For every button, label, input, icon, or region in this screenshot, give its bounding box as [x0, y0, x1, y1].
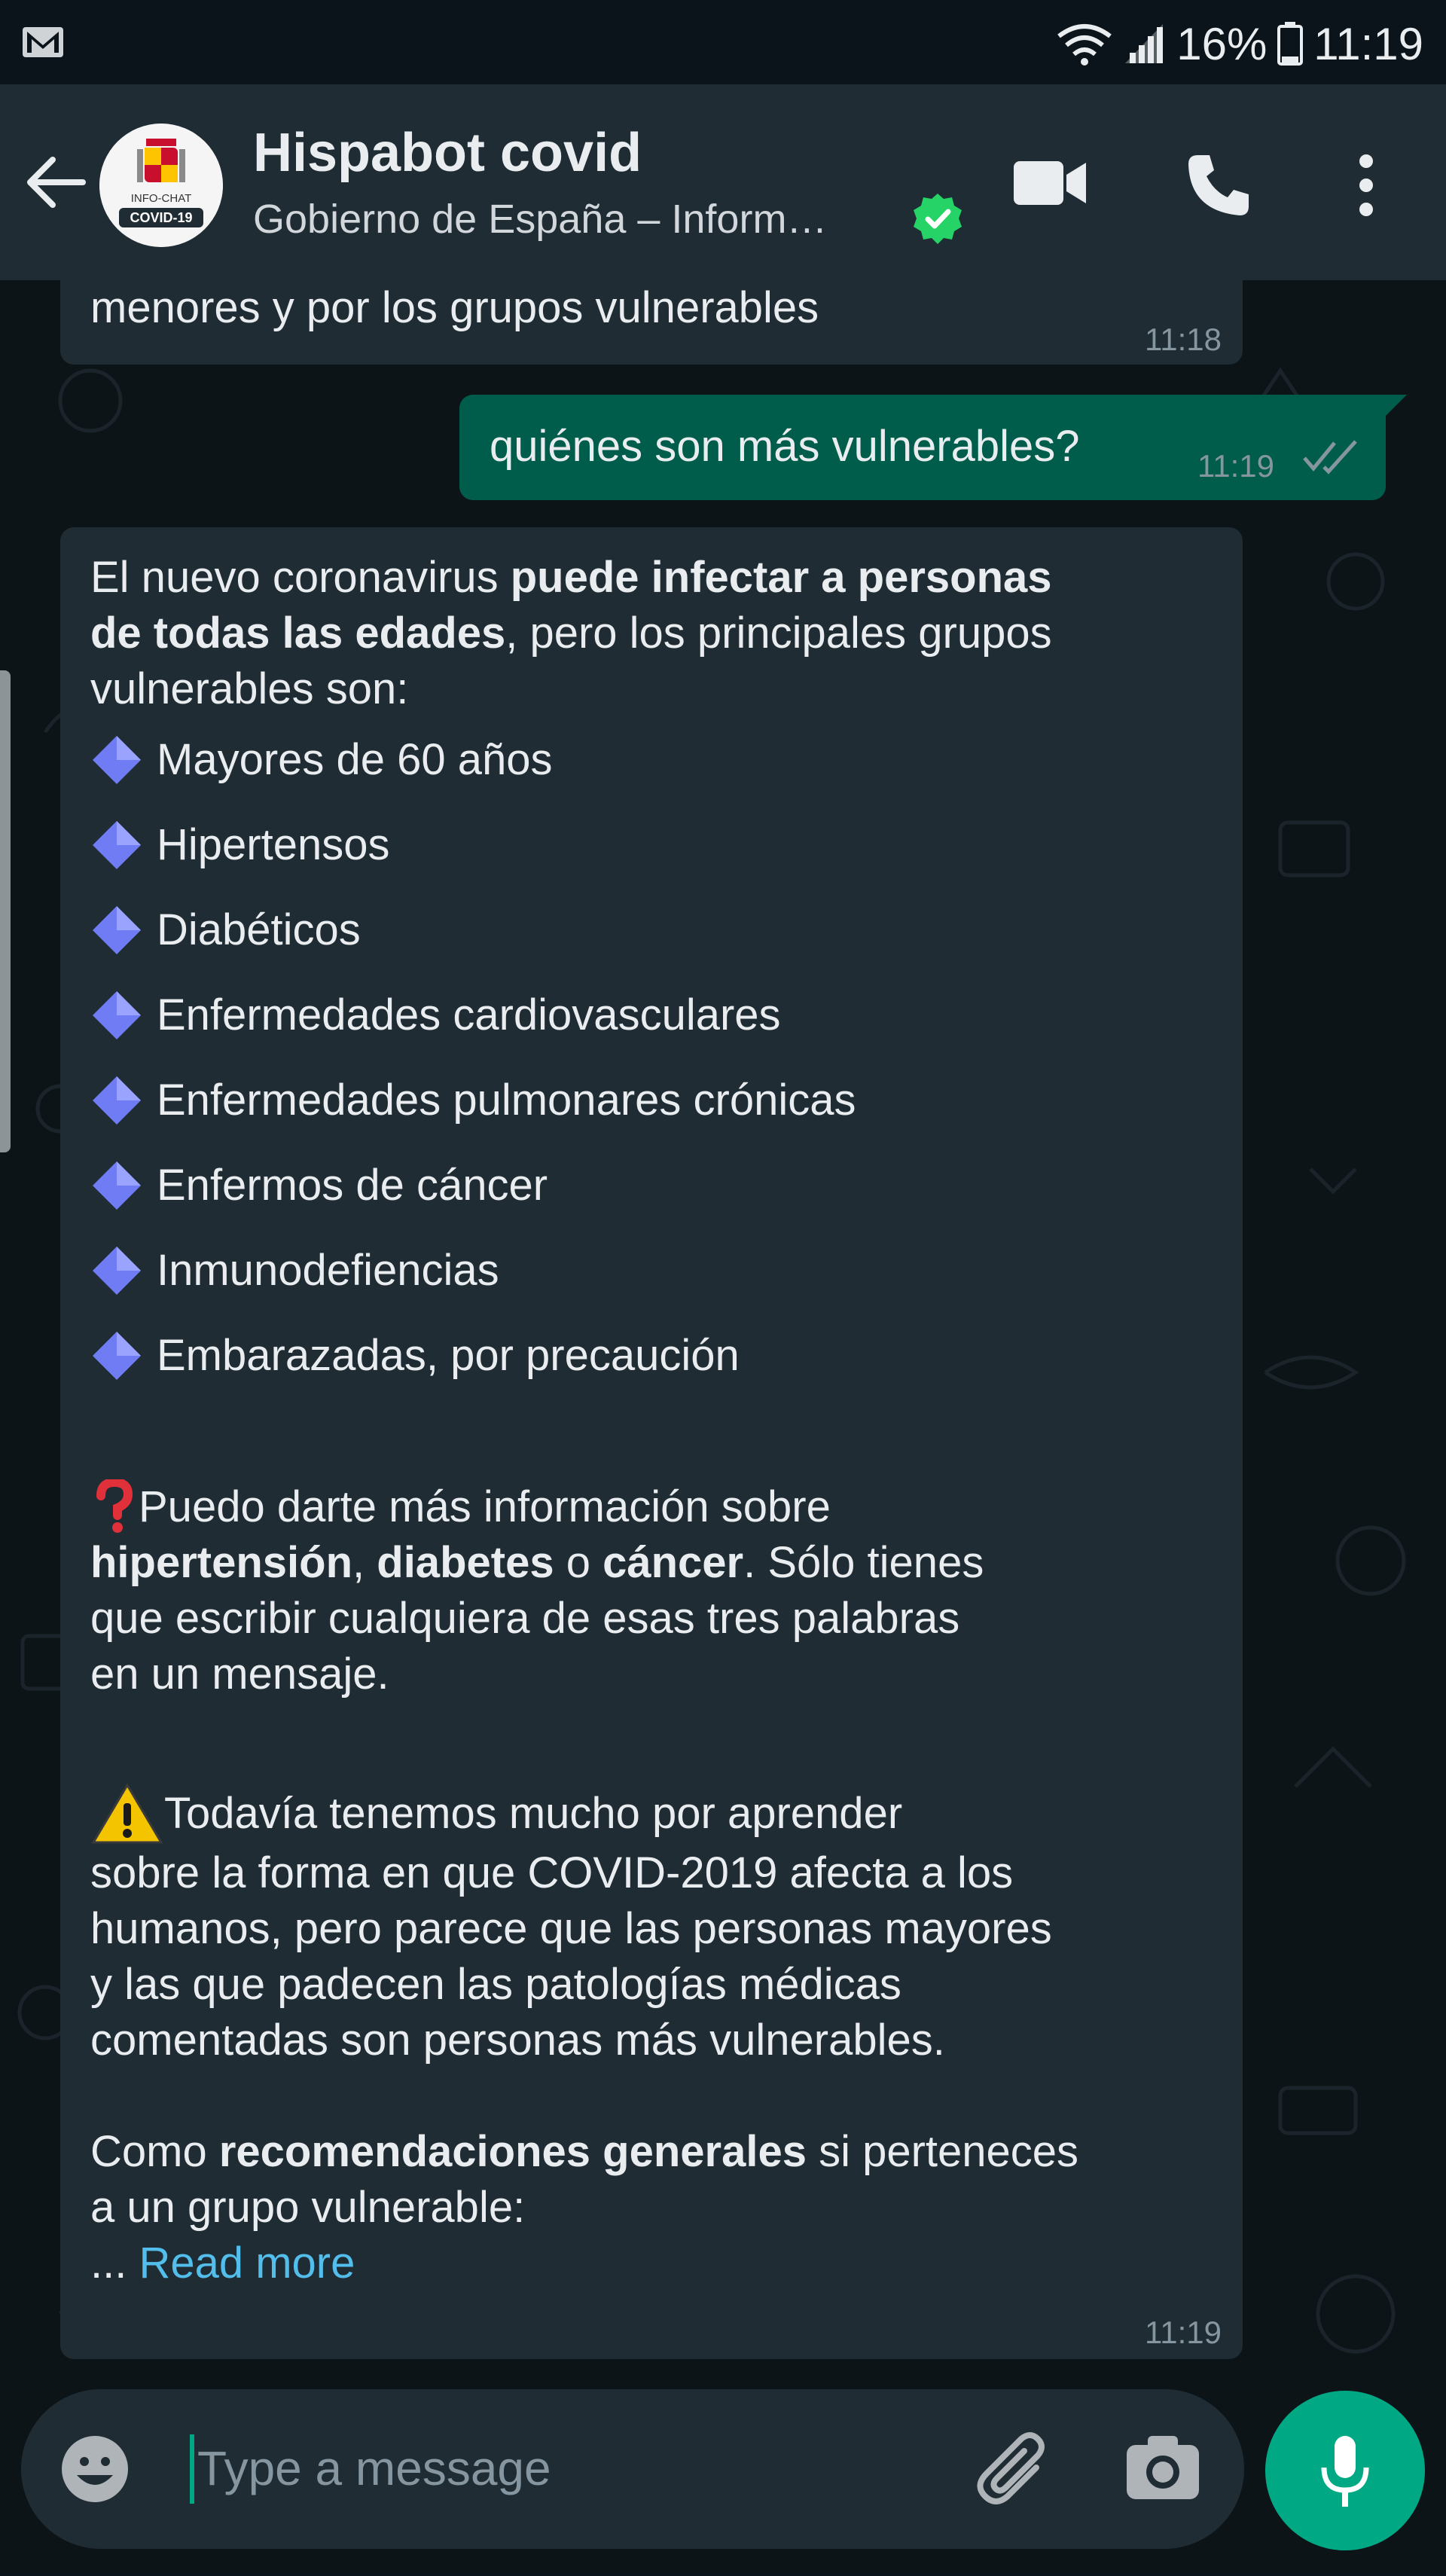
blue-diamond-icon [90, 989, 143, 1042]
avatar-text-top: INFO-CHAT [130, 192, 192, 205]
avatar[interactable] [99, 124, 223, 247]
status-bar [0, 0, 1446, 84]
voice-call-icon[interactable] [1184, 151, 1253, 220]
message-text: menores y por los grupos vulnerables [90, 283, 819, 332]
list-item [90, 1058, 1078, 1143]
bubble-tail [1384, 395, 1407, 417]
message-time: 11:19 [1197, 448, 1274, 484]
message-outgoing[interactable] [459, 395, 1386, 500]
text-span: Puedo darte más información sobre [139, 1482, 831, 1531]
bold-span: puede infectar a personas [510, 553, 1052, 602]
coat-of-arms-icon [99, 124, 223, 247]
blue-diamond-icon [90, 819, 143, 871]
list-item [90, 1228, 1078, 1313]
warning-icon [90, 1782, 164, 1845]
message-line [90, 1479, 1078, 1535]
text-span: ... [90, 2239, 139, 2288]
message-line: a un grupo vulnerable: [90, 2183, 526, 2232]
spacer [90, 1398, 1078, 1479]
message-line [90, 1782, 1078, 1845]
message-line: vulnerables son: [90, 664, 409, 713]
message-incoming[interactable] [60, 280, 1243, 365]
message-line: humanos, pero parece que las personas mayores [90, 1904, 1052, 1953]
message-line: que escribir cualquiera de esas tres palabras [90, 1594, 960, 1643]
list-item-text: Embarazadas, por precaución [157, 1330, 740, 1380]
blue-diamond-icon [90, 1329, 143, 1382]
list-item [90, 802, 1078, 887]
signal-icon [1124, 23, 1166, 65]
message-line: y las que padecen las patologías médicas [90, 1960, 901, 2009]
message-incoming[interactable] [60, 527, 1243, 2359]
text-span: El nuevo coronavirus [90, 553, 511, 602]
spacer [90, 2068, 1078, 2124]
message-composer[interactable] [21, 2389, 1244, 2549]
video-call-icon[interactable] [1012, 158, 1088, 208]
scrollbar[interactable] [0, 670, 11, 1152]
gmail-icon [21, 26, 65, 59]
blue-diamond-icon [90, 1159, 143, 1212]
blue-diamond-icon [90, 904, 143, 957]
double-check-icon [1301, 437, 1365, 475]
voice-message-button[interactable] [1265, 2391, 1425, 2550]
back-arrow-icon[interactable] [23, 151, 89, 214]
text-span: . Sólo tienes [743, 1538, 984, 1587]
text-span: , [352, 1538, 377, 1587]
message-line: comentadas son personas más vulnerables. [90, 2016, 945, 2065]
text-cursor [190, 2434, 194, 2504]
contact-subtitle[interactable]: Gobierno de España – Inform… [253, 197, 828, 242]
battery-percentage: 16% [1176, 18, 1268, 69]
camera-icon[interactable] [1125, 2433, 1200, 2501]
clock: 11:19 [1313, 18, 1423, 69]
message-line [90, 1535, 1078, 1591]
list-item-text: Enfermedades pulmonares crónicas [157, 1075, 856, 1125]
list-item-text: Enfermos de cáncer [157, 1160, 548, 1210]
wifi-icon [1056, 21, 1113, 66]
bold-span: de todas las edades [90, 609, 506, 658]
contact-name[interactable]: Hispabot covid [253, 123, 642, 183]
message-line [90, 606, 1078, 661]
list-item [90, 972, 1078, 1058]
message-input[interactable]: Type a message [197, 2441, 551, 2495]
text-span: Todavía tenemos mucho por aprender [164, 1789, 903, 1838]
list-item-text: Hipertensos [157, 819, 390, 869]
list-item-text: Diabéticos [157, 905, 361, 954]
bold-span: hipertensión [90, 1538, 353, 1587]
list-item [90, 1143, 1078, 1228]
message-line [90, 550, 1078, 606]
blue-diamond-icon [90, 1074, 143, 1127]
list-item [90, 887, 1078, 972]
battery-icon [1277, 22, 1303, 66]
avatar-text-bottom: COVID-19 [130, 210, 193, 225]
list-item [90, 1313, 1078, 1398]
list-item-text: Enfermedades cardiovasculares [157, 990, 781, 1039]
message-line [90, 2124, 1078, 2180]
spacer [90, 1702, 1078, 1782]
list-item-text: Inmunodefiencias [157, 1245, 499, 1295]
list-item [90, 717, 1078, 802]
text-span: , pero los principales grupos [505, 609, 1052, 658]
status-bar-right [1056, 14, 1423, 74]
bold-span: cáncer [602, 1538, 744, 1587]
list-item-text: Mayores de 60 años [157, 734, 553, 784]
message-time: 11:19 [1145, 2315, 1222, 2350]
bold-span: recomendaciones generales [218, 2127, 807, 2176]
message-line: sobre la forma en que COVID-2019 afecta a los [90, 1848, 1014, 1897]
emoji-icon[interactable] [59, 2433, 131, 2505]
blue-diamond-icon [90, 1244, 143, 1297]
question-mark-icon [90, 1479, 139, 1535]
chat-header [0, 84, 1446, 280]
text-span: Como [90, 2127, 219, 2176]
message-time: 11:18 [1145, 322, 1222, 357]
more-options-icon[interactable] [1357, 154, 1375, 217]
text-span: si perteneces [806, 2127, 1079, 2176]
vulnerable-groups-list [90, 717, 1078, 1398]
message-line [90, 2236, 1078, 2291]
attach-icon[interactable] [975, 2428, 1054, 2510]
text-span: o [554, 1538, 603, 1587]
bold-span: diabetes [377, 1538, 554, 1587]
message-text: quiénes son más vulnerables? [490, 422, 1080, 471]
verified-badge-icon [910, 191, 966, 247]
microphone-icon [1319, 2434, 1371, 2510]
read-more-link[interactable]: Read more [139, 2239, 355, 2288]
message-line: en un mensaje. [90, 1650, 389, 1699]
blue-diamond-icon [90, 734, 143, 786]
